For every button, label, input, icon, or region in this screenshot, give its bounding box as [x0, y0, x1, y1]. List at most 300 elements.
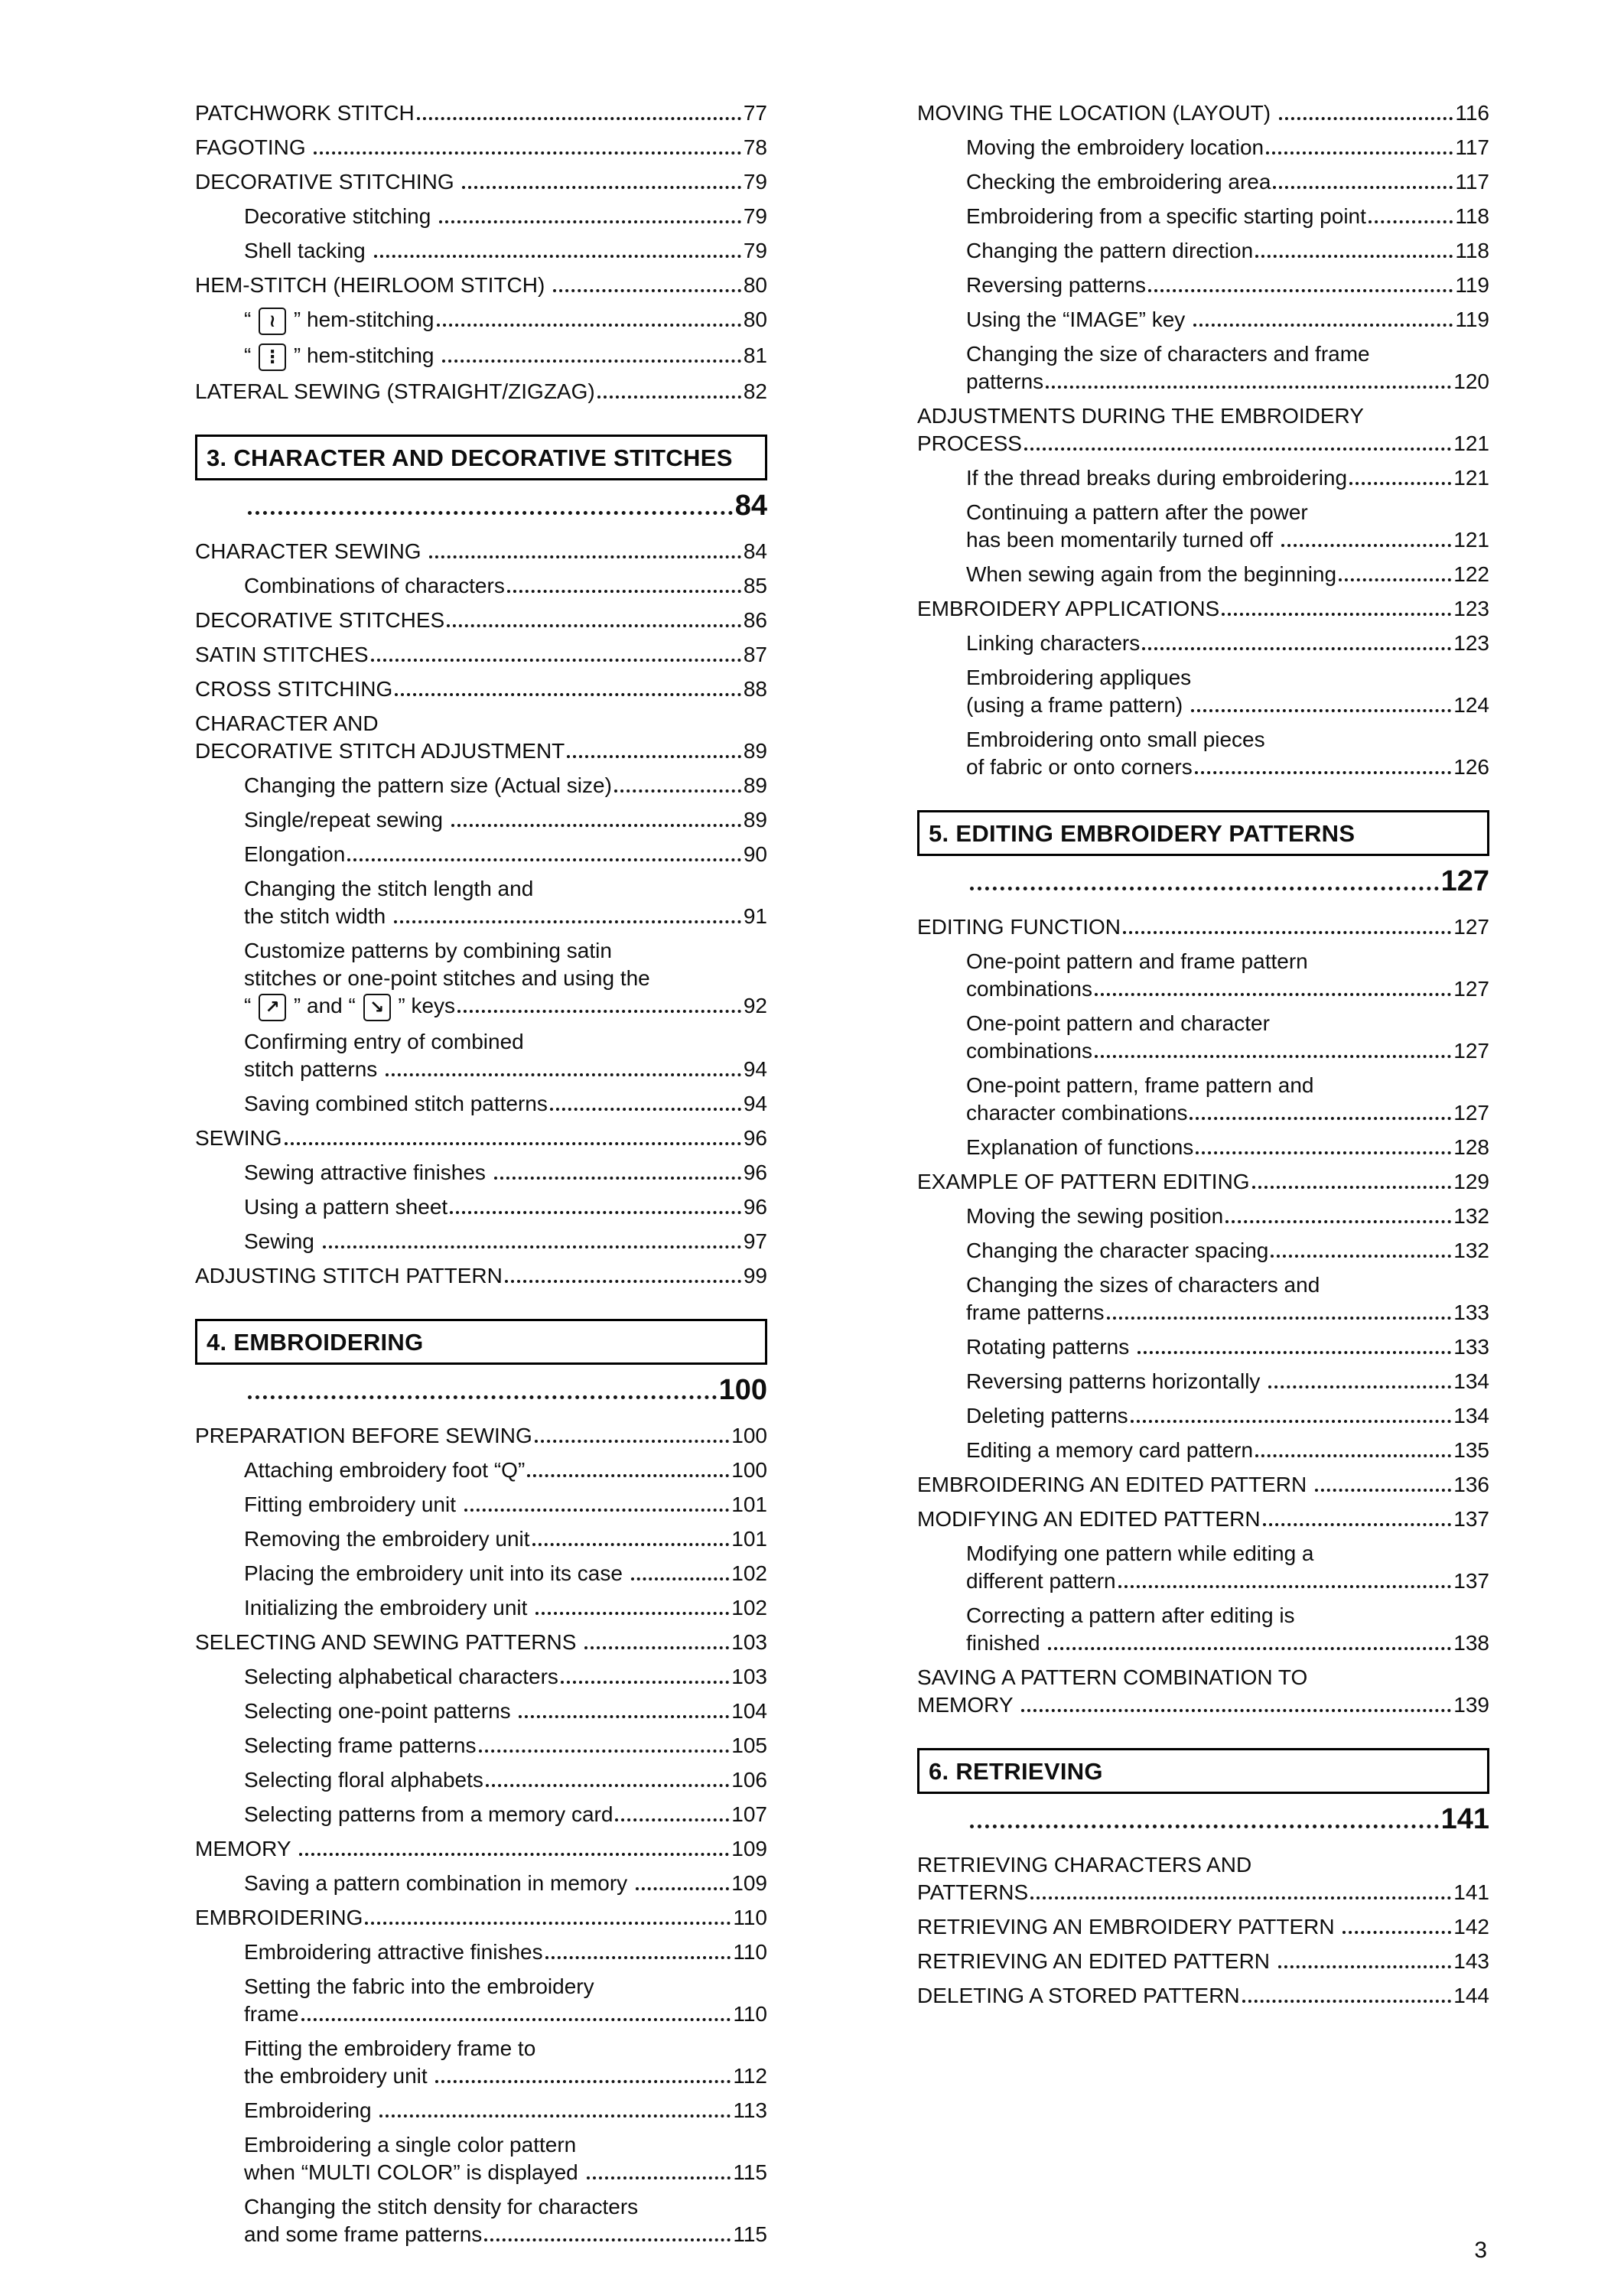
- dotted-leader-icon: [1021, 1709, 1452, 1712]
- toc-entry-label: PROCESS: [917, 431, 1022, 455]
- dotted-leader-icon: [1137, 1351, 1451, 1354]
- toc-entry-label: EMBROIDERING: [195, 1906, 363, 1929]
- toc-entry: [195, 237, 767, 265]
- toc-entry-label: SAVING A PATTERN COMBINATION TO: [917, 1665, 1308, 1689]
- dotted-leader-icon: [450, 1211, 741, 1214]
- toc-entry-label: RETRIEVING AN EDITED PATTERN: [917, 1949, 1276, 1973]
- toc-entry-line: [244, 1870, 767, 1897]
- toc-entry: [917, 203, 1489, 230]
- toc-entry-line: [195, 1262, 767, 1290]
- toc-entry-page: 121: [1453, 431, 1489, 455]
- toc-entry-line: [917, 1879, 1489, 1906]
- toc-entry-line: [966, 340, 1489, 368]
- dotted-leader-icon: [301, 2018, 731, 2021]
- toc-entry-line: [917, 1691, 1489, 1719]
- toc-entry-line: [917, 99, 1489, 127]
- toc-entry-page: 127: [1453, 1039, 1489, 1063]
- toc-entry-label: Embroidering attractive finishes: [244, 1940, 543, 1964]
- toc-entry-line: [966, 203, 1489, 230]
- toc-entry-line: [966, 306, 1489, 334]
- toc-entry-label: Changing the sizes of characters and: [966, 1273, 1320, 1297]
- toc-entry-line: [195, 607, 767, 634]
- toc-entry: [917, 1271, 1489, 1327]
- toc-entry-label: and some frame patterns: [244, 2222, 483, 2246]
- toc-entry-page: 135: [1453, 1438, 1489, 1462]
- toc-entry-line: [917, 1471, 1489, 1499]
- toc-entry-label: Correcting a pattern after editing is: [966, 1603, 1295, 1627]
- toc-entry-label: combinations: [966, 1039, 1092, 1063]
- dotted-leader-icon: [1148, 289, 1453, 292]
- dotted-leader-icon: [553, 289, 741, 292]
- toc-section: [917, 1748, 1489, 1836]
- toc-entry-label: Checking the embroidering area: [966, 170, 1271, 194]
- toc-entry-label: SEWING: [195, 1126, 282, 1150]
- toc-entry-line: [244, 2159, 767, 2186]
- toc-entry: [917, 1602, 1489, 1657]
- toc-entry-label: ” keys: [392, 994, 456, 1017]
- toc-entry: [195, 1228, 767, 1255]
- toc-entry: [195, 1801, 767, 1828]
- toc-entry: [195, 1262, 767, 1290]
- toc-entry-label: ” and “: [288, 994, 362, 1017]
- toc-entry-label: Changing the stitch length and: [244, 877, 534, 900]
- toc-entry-page: 79: [743, 239, 767, 262]
- toc-entry-label: of fabric or onto corners: [966, 755, 1193, 779]
- toc-entry: [917, 1540, 1489, 1595]
- toc-entry: [195, 841, 767, 868]
- toc-entry-page: 80: [743, 308, 767, 331]
- toc-entry: [917, 664, 1489, 719]
- toc-entry-line: [966, 1368, 1489, 1395]
- toc-entry-label: SATIN STITCHES: [195, 643, 369, 666]
- dotted-leader-icon: [1196, 1151, 1451, 1154]
- toc-entry-line: [244, 1028, 767, 1056]
- toc-entry-line: [966, 1271, 1489, 1299]
- toc-entry-page: 80: [743, 273, 767, 297]
- toc-entry-page: 90: [743, 842, 767, 866]
- section-page-number: 127: [1440, 865, 1489, 897]
- toc-entry-label: frame patterns: [966, 1300, 1105, 1324]
- toc-entry-line: [966, 1540, 1489, 1567]
- toc-entry-page: 94: [743, 1092, 767, 1115]
- toc-entry-label: Editing a memory card pattern: [966, 1438, 1254, 1462]
- section-title: 3. CHARACTER AND DECORATIVE STITCHES: [207, 444, 733, 471]
- toc-entry-line: [917, 595, 1489, 623]
- toc-entry: [195, 1525, 767, 1553]
- toc-entry-page: 123: [1453, 631, 1489, 655]
- dotted-leader-icon: [1191, 709, 1451, 712]
- toc-entry: [195, 641, 767, 669]
- toc-entry-label: CROSS STITCHING: [195, 677, 393, 701]
- dotted-leader-icon: [1142, 647, 1451, 650]
- toc-entry-label: Decorative stitching: [244, 204, 438, 228]
- dotted-leader-icon: [447, 624, 741, 627]
- toc-entry-line: [917, 1851, 1489, 1879]
- toc-entry: [195, 99, 767, 127]
- toc-entry: [195, 1491, 767, 1519]
- hem-stitch-pattern-2-key-icon: ⋮: [259, 343, 286, 371]
- toc-entry: [917, 1506, 1489, 1533]
- dotted-leader-icon: [442, 360, 741, 363]
- dotted-leader-icon: [1342, 1931, 1451, 1934]
- toc-entry-page: 89: [743, 773, 767, 797]
- dotted-leader-icon: [567, 755, 741, 758]
- toc-entry: [195, 1732, 767, 1760]
- toc-entry-page: 141: [1453, 1880, 1489, 1904]
- toc-entry-label: PREPARATION BEFORE SEWING: [195, 1424, 532, 1447]
- toc-entry: [917, 630, 1489, 657]
- toc-entry-label: Setting the fabric into the embroidery: [244, 1974, 594, 1998]
- toc-entry-page: 88: [743, 677, 767, 701]
- dotted-leader-icon: [439, 220, 741, 223]
- toc-entry: [917, 402, 1489, 457]
- toc-entry-line: [966, 948, 1489, 975]
- dotted-leader-icon: [636, 1887, 729, 1890]
- toc-entry-page: 133: [1453, 1335, 1489, 1359]
- toc-entry-page: 81: [743, 343, 767, 367]
- dotted-leader-icon: [532, 1543, 730, 1546]
- dotted-leader-icon: [587, 2176, 731, 2179]
- toc-entry-page: 104: [731, 1699, 767, 1723]
- toc-entry-line: [244, 2035, 767, 2062]
- toc-entry-label: Moving the embroidery location: [966, 135, 1264, 159]
- dotted-leader-icon: [1195, 771, 1452, 774]
- toc-entry: [195, 1560, 767, 1587]
- toc-entry-line: [244, 306, 767, 335]
- toc-entry-line: [244, 1525, 767, 1553]
- toc-entry-line: [244, 203, 767, 230]
- toc-entry-page: 117: [1455, 170, 1489, 194]
- dotted-leader-icon: [1271, 1255, 1451, 1258]
- toc-entry-line: [195, 710, 767, 737]
- toc-entry: [195, 1939, 767, 1966]
- toc-entry-label: Continuing a pattern after the power: [966, 500, 1308, 524]
- toc-entry-line: [244, 2097, 767, 2124]
- toc-entry-line: [966, 630, 1489, 657]
- dotted-leader-icon: [1024, 448, 1451, 451]
- toc-entry-label: “: [244, 308, 258, 331]
- toc-entry: [195, 607, 767, 634]
- toc-entry-page: 124: [1453, 693, 1489, 717]
- toc-entry-line: [244, 1457, 767, 1484]
- dotted-leader-icon: [527, 1474, 729, 1477]
- toc-entry-page: 121: [1453, 466, 1489, 490]
- toc-entry-page: 112: [733, 2064, 767, 2088]
- toc-entry-line: [244, 1228, 767, 1255]
- toc-entry: [917, 1948, 1489, 1975]
- dotted-leader-icon: [484, 2238, 731, 2241]
- toc-entry-page: 101: [731, 1527, 767, 1551]
- toc-entry-line: [917, 1913, 1489, 1941]
- toc-entry-page: 87: [743, 643, 767, 666]
- toc-entry-page: 84: [743, 539, 767, 563]
- toc-entry-line: [195, 168, 767, 196]
- toc-entry-line: [244, 1560, 767, 1587]
- toc-entry: [195, 1663, 767, 1691]
- toc-entry-line: [966, 1567, 1489, 1595]
- toc-entry: [917, 1851, 1489, 1906]
- toc-entry: [195, 1594, 767, 1622]
- toc-entry: [195, 1698, 767, 1725]
- toc-entry-line: [966, 561, 1489, 588]
- toc-entry-page: 119: [1455, 308, 1489, 331]
- toc-entry-page: 109: [731, 1837, 767, 1860]
- toc-entry-page: 134: [1453, 1404, 1489, 1427]
- toc-entry-page: 127: [1453, 977, 1489, 1001]
- toc-entry-line: [244, 572, 767, 600]
- toc-entry-line: [966, 1437, 1489, 1464]
- toc-entry-label: Combinations of characters: [244, 574, 505, 597]
- toc-entry-label: Changing the pattern size (Actual size): [244, 773, 612, 797]
- toc-entry-label: Rotating patterns: [966, 1335, 1136, 1359]
- toc-entry-page: 96: [743, 1195, 767, 1219]
- dotted-leader-icon: [248, 511, 733, 515]
- toc-entry: [917, 340, 1489, 396]
- toc-entry-line: [195, 1125, 767, 1152]
- toc-entry-line: [195, 675, 767, 703]
- toc-entry-label: “: [244, 343, 258, 367]
- toc-entry-label: stitches or one-point stitches and using the: [244, 966, 650, 990]
- dotted-leader-icon: [584, 1646, 729, 1649]
- toc-entry-line: [966, 1237, 1489, 1265]
- toc-entry-label: One-point pattern and character: [966, 1011, 1270, 1035]
- dotted-leader-icon: [395, 693, 741, 696]
- toc-entry-label: RETRIEVING CHARACTERS AND: [917, 1853, 1252, 1877]
- toc-entry-line: [244, 2000, 767, 2028]
- dotted-leader-icon: [486, 1784, 729, 1787]
- toc-entry-line: [966, 975, 1489, 1003]
- toc-entry-label: DELETING A STORED PATTERN: [917, 1984, 1240, 2007]
- section-title-box: [195, 1319, 767, 1365]
- toc-entry-label: patterns: [966, 369, 1044, 393]
- toc-entry: [195, 1028, 767, 1083]
- toc-entry: [195, 1629, 767, 1656]
- toc-entry-label: Changing the size of characters and frame: [966, 342, 1370, 366]
- toc-entry-label: Changing the stitch density for characters: [244, 2195, 639, 2218]
- dotted-leader-icon: [507, 590, 741, 593]
- combine-key-down-icon: ↘: [363, 994, 391, 1021]
- dotted-leader-icon: [371, 659, 741, 662]
- toc-entry-label: SELECTING AND SEWING PATTERNS: [195, 1630, 583, 1654]
- dotted-leader-icon: [429, 555, 740, 558]
- section-page-row: [968, 865, 1489, 898]
- hem-stitch-pattern-1-key-icon: ≀: [259, 308, 286, 335]
- toc-entry-label: when “MULTI COLOR” is displayed: [244, 2160, 584, 2184]
- dotted-leader-icon: [314, 151, 740, 155]
- dotted-leader-icon: [1048, 1647, 1451, 1650]
- toc-entry-line: [195, 641, 767, 669]
- toc-entry-page: 110: [733, 1906, 767, 1929]
- dotted-leader-icon: [1263, 1523, 1452, 1526]
- toc-entry-label: Customize patterns by combining satin: [244, 939, 612, 962]
- toc-entry-line: [244, 1698, 767, 1725]
- toc-entry-label: LATERAL SEWING (STRAIGHT/ZIGZAG): [195, 379, 595, 403]
- dotted-leader-icon: [1349, 482, 1451, 485]
- toc-entry-page: 119: [1455, 273, 1489, 297]
- toc-entry-page: 89: [743, 739, 767, 763]
- section-title-box: [917, 810, 1489, 856]
- toc-entry-page: 113: [733, 2098, 767, 2122]
- dotted-leader-icon: [970, 887, 1439, 890]
- dotted-leader-icon: [451, 824, 741, 827]
- toc-entry-line: [966, 664, 1489, 692]
- toc-entry-page: 110: [733, 2002, 767, 2026]
- toc-section: [195, 1319, 767, 1407]
- toc-entry-label: EMBROIDERY APPLICATIONS: [917, 597, 1220, 620]
- toc-entry-page: 101: [731, 1493, 767, 1516]
- dotted-leader-icon: [1118, 1585, 1452, 1588]
- toc-entry: [195, 272, 767, 299]
- dotted-leader-icon: [479, 1750, 730, 1753]
- toc-entry-page: 92: [743, 994, 767, 1017]
- toc-entry: [195, 538, 767, 565]
- toc-entry-label: CHARACTER SEWING: [195, 539, 428, 563]
- toc-entry-page: 117: [1455, 135, 1489, 159]
- section-title-box: [195, 435, 767, 480]
- toc-entry-page: 103: [731, 1630, 767, 1654]
- toc-entry-label: Elongation: [244, 842, 346, 866]
- toc-entry-label: DECORATIVE STITCH ADJUSTMENT: [195, 739, 565, 763]
- dotted-leader-icon: [550, 1108, 741, 1111]
- toc-column-left: [195, 99, 767, 2255]
- toc-entry-page: 102: [731, 1561, 767, 1585]
- section-page-row: [246, 1374, 767, 1407]
- toc-entry: [917, 1437, 1489, 1464]
- toc-entry-line: [244, 2131, 767, 2159]
- dotted-leader-icon: [1225, 1220, 1451, 1223]
- toc-entry: [917, 1982, 1489, 2010]
- toc-entry: [917, 1471, 1489, 1499]
- toc-entry-label: Saving a pattern combination in memory: [244, 1871, 633, 1895]
- toc-entry-line: [244, 806, 767, 834]
- toc-entry-label: PATTERNS: [917, 1880, 1029, 1904]
- toc-entry-label: ADJUSTING STITCH PATTERN: [195, 1264, 503, 1287]
- toc-entry: [917, 134, 1489, 161]
- toc-entry-page: 127: [1453, 915, 1489, 939]
- toc-entry-page: 128: [1453, 1135, 1489, 1159]
- toc-entry-line: [244, 1663, 767, 1691]
- toc-entry-line: [966, 1602, 1489, 1629]
- toc-entry-label: frame: [244, 2002, 299, 2026]
- toc-entry-page: 110: [733, 1940, 767, 1964]
- toc-entry: [917, 561, 1489, 588]
- toc-entry-line: [195, 1835, 767, 1863]
- dotted-leader-icon: [1339, 578, 1451, 581]
- toc-entry-line: [966, 168, 1489, 196]
- toc-entry-label: One-point pattern, frame pattern and: [966, 1073, 1314, 1097]
- toc-entry-line: [244, 2062, 767, 2090]
- toc-entry-line: [244, 841, 767, 868]
- toc-entry-page: 105: [731, 1733, 767, 1757]
- toc-entry: [195, 1090, 767, 1118]
- toc-entry-label: Fitting the embroidery frame to: [244, 2036, 536, 2060]
- dotted-leader-icon: [457, 1010, 741, 1013]
- toc-entry-label: Placing the embroidery unit into its case: [244, 1561, 629, 1585]
- toc-content: [195, 99, 1489, 2255]
- toc-entry-page: 96: [743, 1161, 767, 1184]
- toc-entry-label: stitch patterns: [244, 1057, 384, 1081]
- toc-entry-line: [917, 913, 1489, 941]
- dotted-leader-icon: [494, 1177, 741, 1180]
- toc-entry-label: FAGOTING: [195, 135, 312, 159]
- toc-entry-line: [966, 526, 1489, 554]
- toc-entry-page: 126: [1453, 755, 1489, 779]
- toc-entry: [917, 464, 1489, 492]
- toc-entry-page: 134: [1453, 1369, 1489, 1393]
- toc-entry-label: Selecting alphabetical characters: [244, 1665, 558, 1688]
- toc-entry-line: [244, 342, 767, 371]
- toc-entry-label: EXAMPLE OF PATTERN EDITING: [917, 1170, 1250, 1193]
- toc-entry-page: 103: [731, 1665, 767, 1688]
- toc-entry: [195, 1973, 767, 2028]
- toc-entry-label: Selecting frame patterns: [244, 1733, 477, 1757]
- toc-entry-label: Selecting patterns from a memory card: [244, 1802, 613, 1826]
- toc-entry: [917, 99, 1489, 127]
- toc-entry-label: RETRIEVING AN EMBROIDERY PATTERN: [917, 1915, 1341, 1939]
- toc-entry-label: “: [244, 994, 258, 1017]
- toc-entry-label: Changing the character spacing: [966, 1239, 1269, 1262]
- toc-entry: [917, 1333, 1489, 1361]
- toc-entry: [917, 306, 1489, 334]
- toc-entry: [917, 948, 1489, 1003]
- toc-entry-line: [244, 1939, 767, 1966]
- toc-entry-label: Confirming entry of combined: [244, 1030, 524, 1053]
- toc-entry: [917, 595, 1489, 623]
- toc-entry-page: 77: [743, 101, 767, 125]
- toc-entry: [195, 2131, 767, 2186]
- dotted-leader-icon: [1268, 1385, 1451, 1388]
- dotted-leader-icon: [248, 1395, 717, 1399]
- toc-entry-line: [195, 134, 767, 161]
- toc-entry-line: [966, 272, 1489, 299]
- toc-entry-label: Using a pattern sheet: [244, 1195, 448, 1219]
- toc-entry-label: DECORATIVE STITCHING: [195, 170, 461, 194]
- dotted-leader-icon: [1255, 1454, 1451, 1457]
- toc-entry-line: [195, 99, 767, 127]
- toc-entry-page: 118: [1455, 239, 1489, 262]
- toc-entry-label: finished: [966, 1631, 1046, 1655]
- toc-entry-label: CHARACTER AND: [195, 711, 379, 735]
- toc-entry: [195, 1870, 767, 1897]
- toc-entry: [917, 1664, 1489, 1719]
- toc-entry: [195, 1904, 767, 1932]
- toc-entry: [917, 1913, 1489, 1941]
- dotted-leader-icon: [1131, 1420, 1452, 1423]
- toc-entry-label: Reversing patterns: [966, 273, 1147, 297]
- toc-entry-line: [917, 1506, 1489, 1533]
- toc-entry-line: [244, 1090, 767, 1118]
- toc-entry: [195, 1766, 767, 1794]
- toc-entry-page: 142: [1453, 1915, 1489, 1939]
- dotted-leader-icon: [615, 1818, 729, 1821]
- page-number: 3: [1474, 2238, 1487, 2263]
- combine-key-up-icon: ↗: [259, 994, 286, 1021]
- toc-entry-line: [966, 1010, 1489, 1037]
- dotted-leader-icon: [285, 1142, 741, 1145]
- dotted-leader-icon: [1222, 613, 1451, 616]
- toc-entry-label: Selecting floral alphabets: [244, 1768, 483, 1792]
- toc-entry: [195, 772, 767, 799]
- dotted-leader-icon: [970, 1825, 1439, 1828]
- toc-entry-page: 121: [1453, 528, 1489, 552]
- toc-entry-label: Embroidering onto small pieces: [966, 728, 1265, 751]
- dotted-leader-icon: [1046, 386, 1451, 389]
- toc-entry-label: Deleting patterns: [966, 1404, 1128, 1427]
- dotted-leader-icon: [1123, 931, 1451, 934]
- section-title: 4. EMBROIDERING: [207, 1329, 424, 1356]
- toc-entry-label: ADJUSTMENTS DURING THE EMBROIDERY: [917, 404, 1364, 428]
- toc-entry-page: 96: [743, 1126, 767, 1150]
